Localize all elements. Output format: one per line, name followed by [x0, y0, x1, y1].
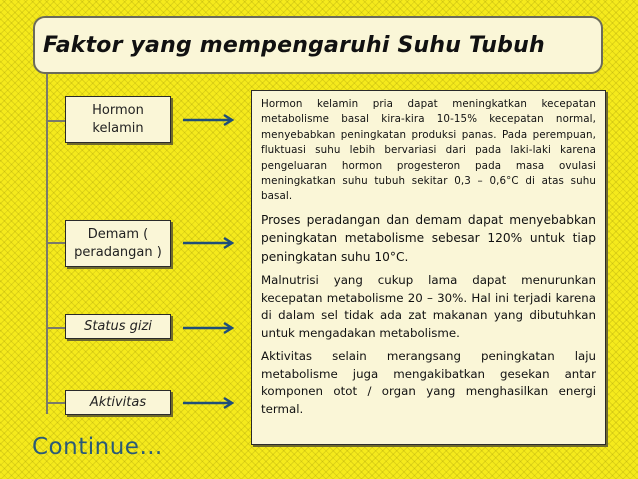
arrow-right-icon — [182, 113, 238, 127]
arrow-right-icon — [182, 321, 238, 335]
description-aktivitas: Aktivitas selain merangsang peningkatan laju metabolisme juga mengakibatkan gesekan antar komponen otot / organ yang menghasilkan energi termal. — [261, 349, 596, 416]
description-demam: Proses peradangan dan demam dapat menyebabkan peningkatan metabolisme sebesar 120% untuk tiap peningkatan suhu 10°C. — [261, 212, 596, 264]
factor-label: Hormon kelamin — [92, 102, 144, 136]
factor-box-aktivitas — [65, 390, 171, 415]
connector-vertical-line — [46, 74, 48, 414]
factor-label: Demam ( peradangan ) — [74, 226, 162, 260]
title-box — [33, 16, 603, 74]
connector-line-aktivitas — [46, 402, 65, 404]
factor-box-status-gizi — [65, 314, 171, 339]
connector-line-demam — [46, 242, 65, 244]
connector-line-hormon — [46, 120, 65, 122]
factor-box-hormon-kelamin — [65, 96, 171, 143]
arrow-right-icon — [182, 236, 238, 250]
factor-box-demam — [65, 220, 171, 267]
connector-line-status-gizi — [46, 327, 65, 329]
arrow-right-icon — [182, 396, 238, 410]
description-box — [251, 90, 606, 445]
description-status-gizi: Malnutrisi yang cukup lama dapat menurunkan kecepatan metabolisme 20 – 30%. Hal ini terjadi karena di dalam sel tidak ada zat makanan yang dibutuhkan untuk mengadakan metabolisme. — [261, 273, 596, 340]
page-title: Faktor yang mempengaruhi Suhu Tubuh — [43, 32, 545, 58]
factor-label: Aktivitas — [89, 394, 147, 410]
continue-link[interactable]: Continue… — [32, 434, 163, 460]
factor-label: Status gizi — [84, 318, 152, 334]
description-hormon-kelamin: Hormon kelamin pria dapat meningkatkan kecepatan metabolisme basal kira-kira 10-15% kecepatan normal, menyebabkan peningkatan produksi panas. Pada perempuan, fluktuasi suhu lebih bervariasi dari pada laki-laki karena pengeluaran hormon progesteron pada masa ovulasi meningkatkan suhu tubuh sekitar 0,3 – 0,6°C di atas suhu basal. — [261, 98, 596, 203]
